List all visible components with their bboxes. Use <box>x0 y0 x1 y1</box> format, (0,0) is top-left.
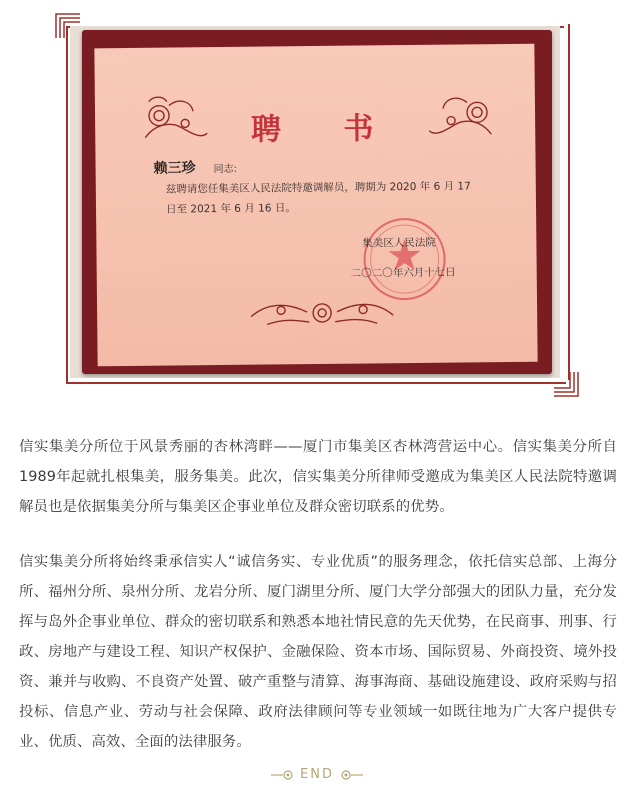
end-label: END <box>300 767 334 782</box>
ornament-right-icon <box>339 768 365 782</box>
ornament-left-icon <box>269 768 295 782</box>
frame-rule-left <box>66 26 68 382</box>
certificate-date: 二〇二〇年六月十七日 <box>350 266 456 280</box>
end-marker <box>0 764 634 783</box>
certificate-title: 聘 书 <box>250 111 400 148</box>
floral-pattern-top-right <box>425 90 496 151</box>
photo-frame <box>60 16 570 384</box>
certificate-page <box>94 44 537 367</box>
certificate-body: 兹聘请您任集美区人民法院特邀调解员，聘期为 2020 年 6 月 17 日至 2021 年 6 月 16 日。 <box>165 180 471 216</box>
article-paragraph-2: 信实集美分所将始终秉承信实人“诚信务实、专业优质”的服务理念，依托信实总部、上海分所、福州分所、泉州分所、龙岩分所、厦门湖里分所、厦门大学分部强大的团队力量，充分发挥与岛外企事业单位、群众的密切联系和熟悉本地社情民意的先天优势，在民商事、刑事、行政、房地产与建设工程、知识产权保护、金融保险、资本市场、国际贸易、外商投资、境外投资、兼并与收购、不良资产处置、破产重整与清算、海事海商、基础设施建设、政府采购与招投标、信息产业、劳动与社会保障、政府法律顾问等专业领域一如既往地为广大客户提供专业、优质、高效、全面的法律服务。 <box>19 554 617 751</box>
certificate-recipient-name: 赖三珍 <box>153 160 196 177</box>
frame-rule-right <box>568 24 570 380</box>
floral-pattern-top-left <box>141 93 212 154</box>
certificate-court-name: 集美区人民法院 <box>362 236 436 250</box>
certificate-photo <box>70 26 560 378</box>
certificate-salutation: 同志: <box>213 163 238 176</box>
court-seal <box>360 215 449 304</box>
article-paragraph-1: 信实集美分所位于风景秀丽的杏林湾畔——厦门市集美区杏林湾营运中心。信实集美分所自1989年起就扎根集美，服务集美。此次，信实集美分所律师受邀成为集美区人民法院特邀调解员也是依据集美分所与集美区企事业单位及群众密切联系的优势。 <box>19 439 617 516</box>
frame-rule-bottom <box>66 382 566 384</box>
